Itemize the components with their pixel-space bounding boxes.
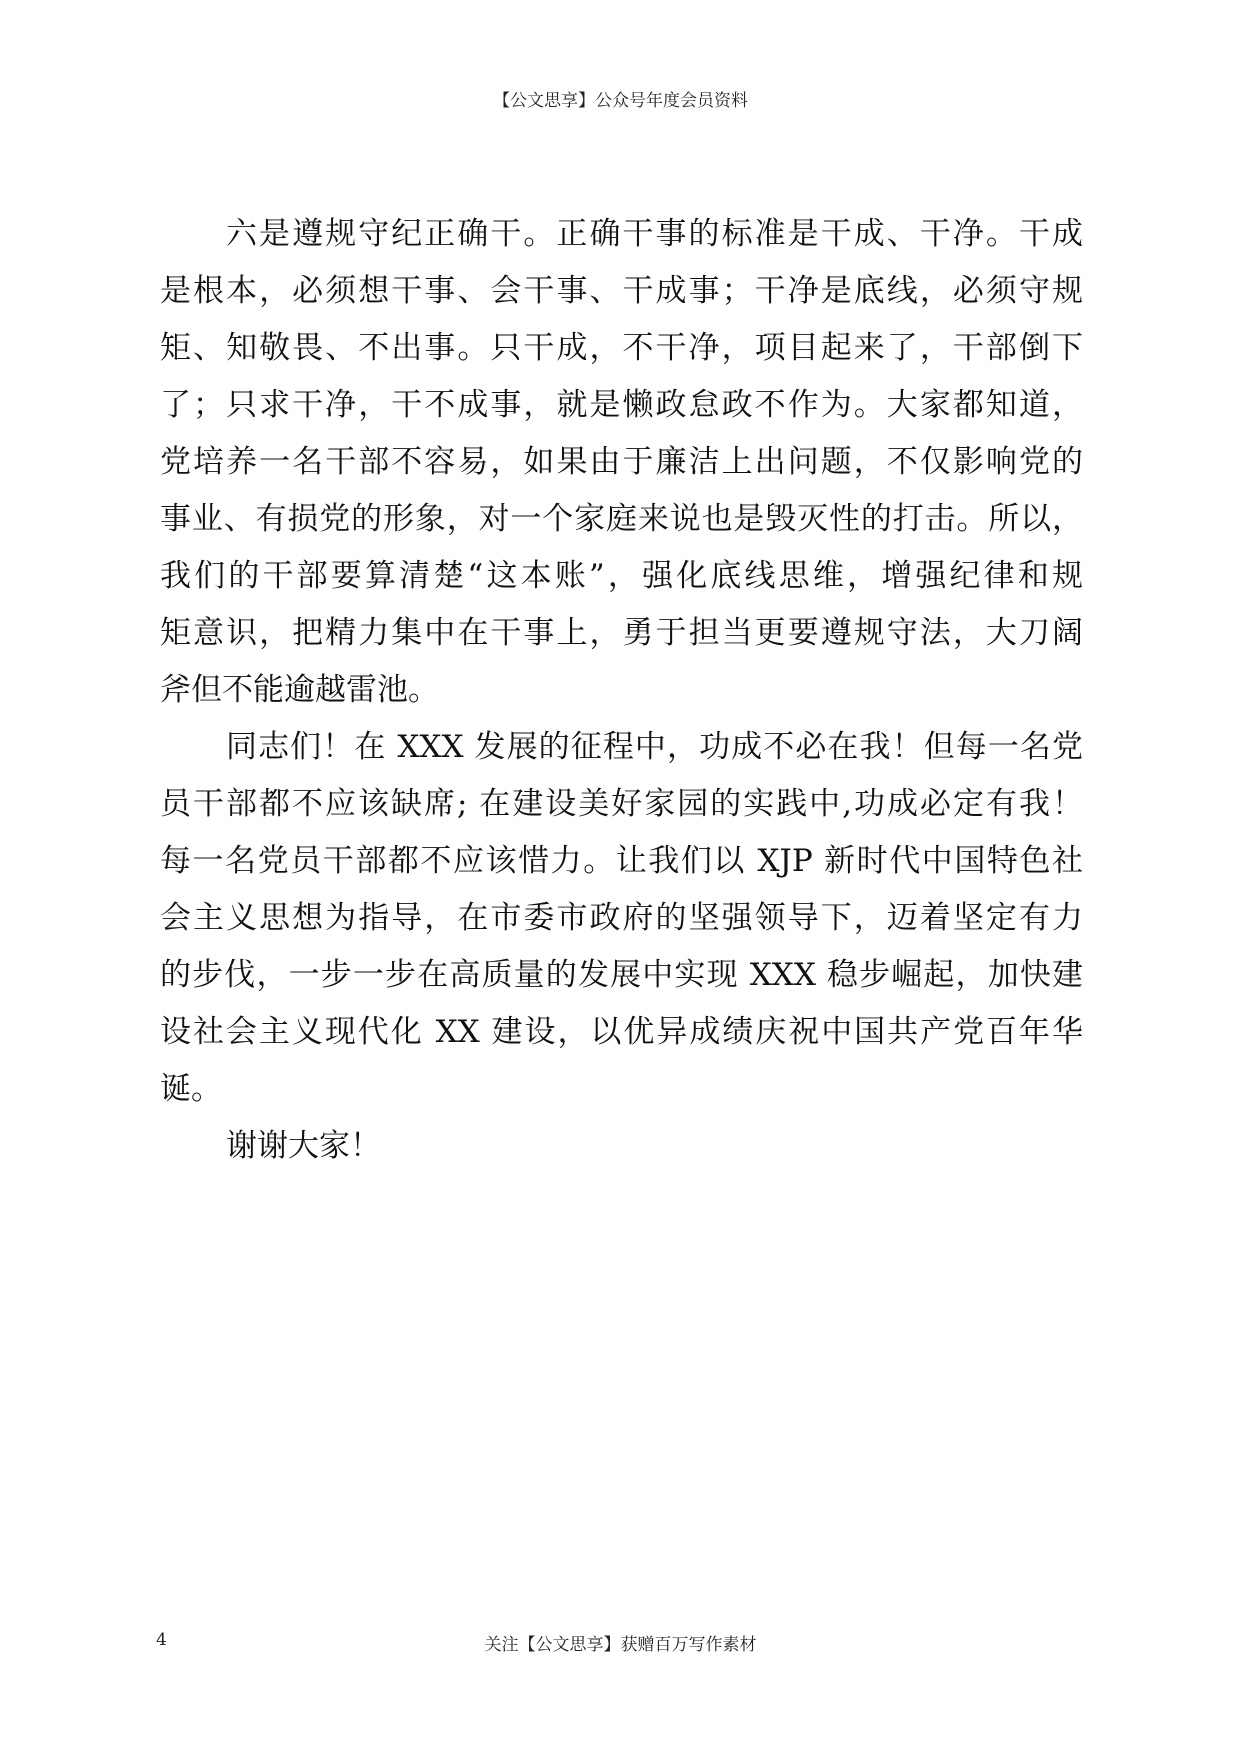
- paragraph: [160, 206, 1083, 719]
- text-line: 同志们！在 XXX 发展的征程中，功成不必在我！但每一名党: [226, 729, 1083, 765]
- text-line: 的步伐，一步一步在高质量的发展中实现 XXX 稳步崛起，加快建: [160, 957, 1083, 993]
- text-line: 矩意识，把精力集中在干事上，勇于担当更要遵规守法，大刀阔: [160, 615, 1083, 651]
- paragraph: [160, 1118, 1083, 1175]
- text-line: 了；只求干净，干不成事，就是懒政怠政不作为。大家都知道，: [160, 387, 1083, 423]
- text-line: 斧但不能逾越雷池。: [160, 672, 439, 708]
- text-line: 谢谢大家！: [226, 1128, 381, 1164]
- text-line: 是根本，必须想干事、会干事、干成事；干净是底线，必须守规: [160, 273, 1083, 309]
- text-line: 六是遵规守纪正确干。正确干事的标准是干成、干净。干成: [226, 216, 1083, 252]
- page-number: 4: [156, 1630, 167, 1650]
- text-line: 我们的干部要算清楚“这本账”，强化底线思维，增强纪律和规: [160, 558, 1083, 594]
- paragraph: [160, 719, 1083, 1118]
- page-footer: 关注【公文思享】获赠百万写作素材: [484, 1635, 757, 1655]
- page-header: 【公文思享】公众号年度会员资料: [493, 91, 748, 111]
- text-line: 员干部都不应该缺席; 在建设美好家园的实践中,功成必定有我！: [160, 786, 1083, 822]
- text-line: 会主义思想为指导，在市委市政府的坚强领导下，迈着坚定有力: [160, 900, 1083, 936]
- text-line: 诞。: [160, 1071, 222, 1107]
- document-body: [160, 206, 1083, 1175]
- text-line: 每一名党员干部都不应该惜力。让我们以 XJP 新时代中国特色社: [160, 843, 1083, 879]
- text-line: 矩、知敬畏、不出事。只干成，不干净，项目起来了，干部倒下: [160, 330, 1083, 366]
- text-line: 党培养一名干部不容易，如果由于廉洁上出问题，不仅影响党的: [160, 444, 1083, 480]
- text-line: 设社会主义现代化 XX 建设，以优异成绩庆祝中国共产党百年华: [160, 1014, 1083, 1050]
- text-line: 事业、有损党的形象，对一个家庭来说也是毁灭性的打击。所以，: [160, 501, 1083, 537]
